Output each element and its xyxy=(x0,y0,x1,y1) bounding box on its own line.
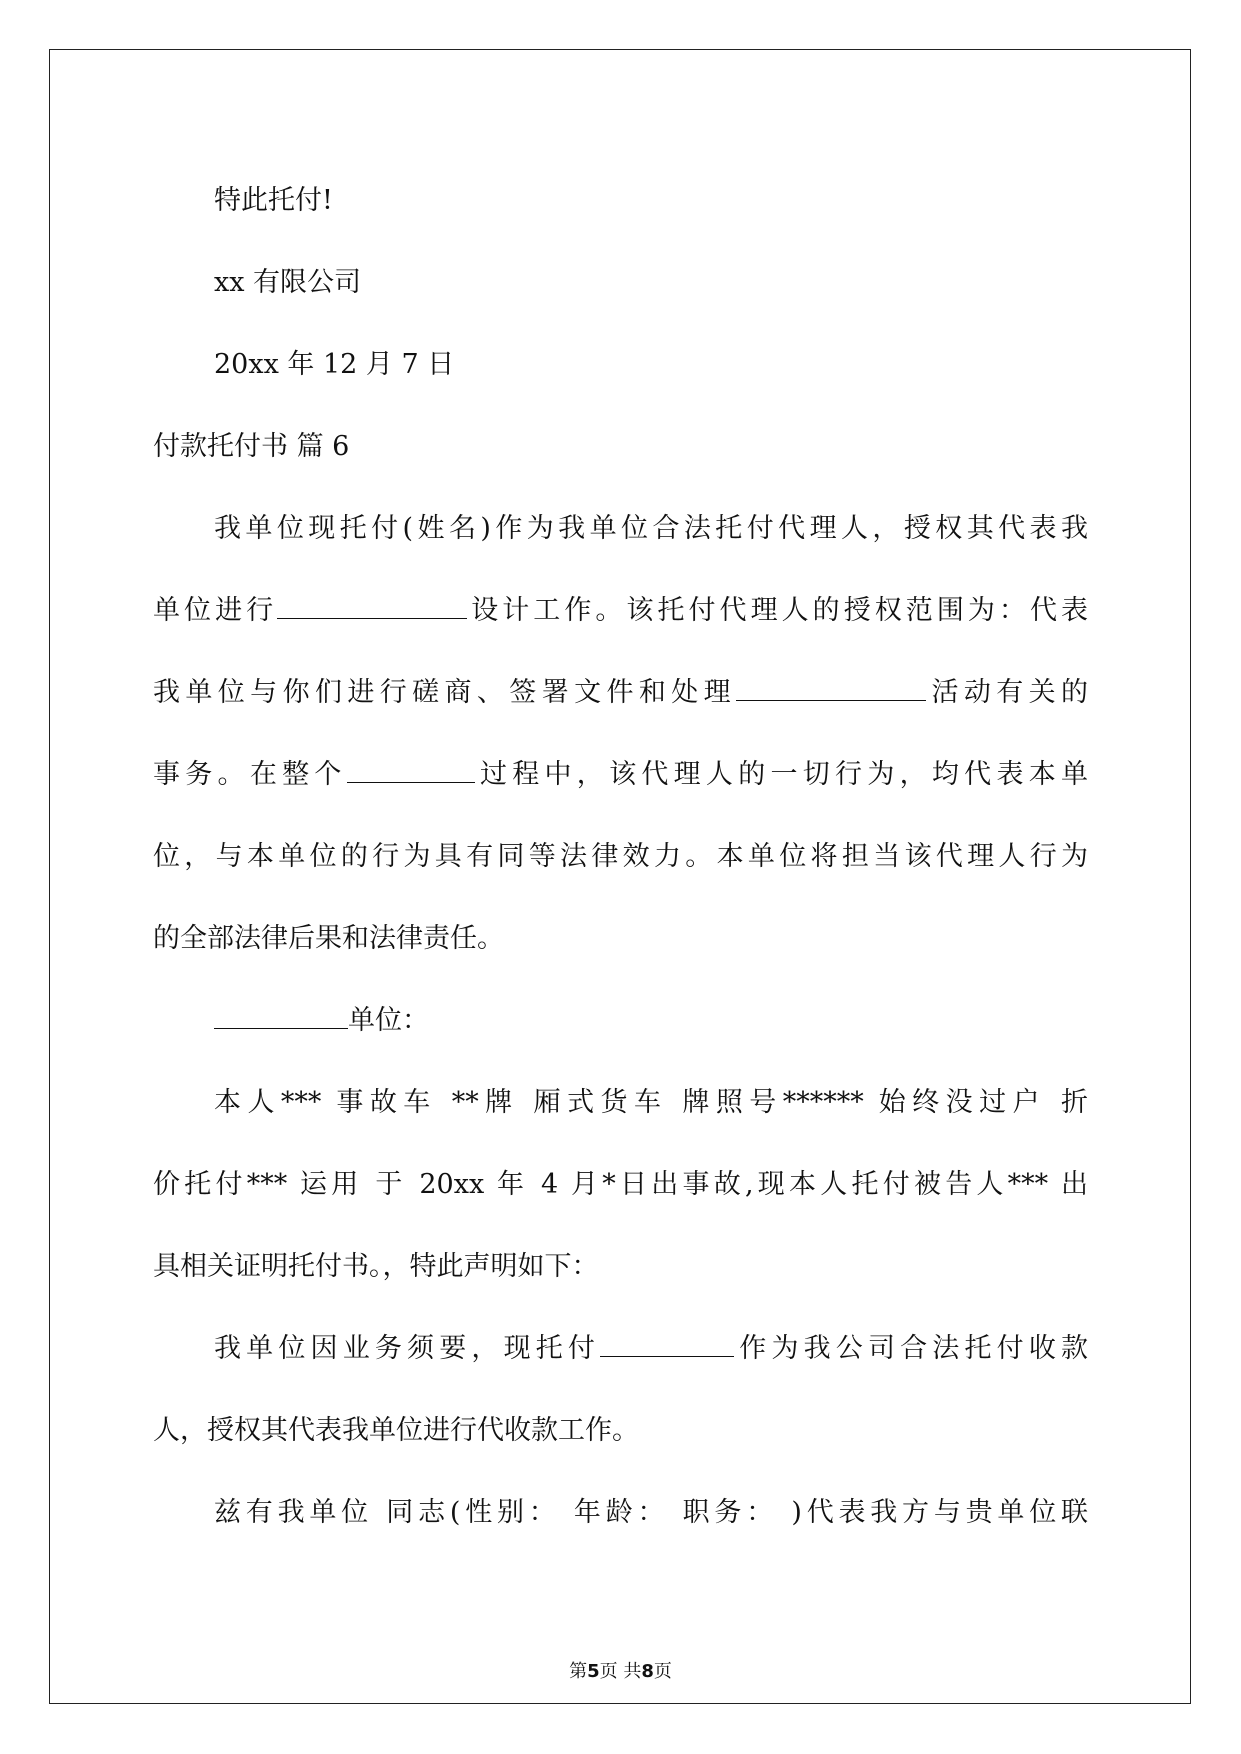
fill-in-blank xyxy=(600,1334,734,1357)
fill-in-blank xyxy=(736,678,926,701)
paragraph-line: 价托付*** 运用 于 20xx 年 4 月*日出事故,现本人托付被告人*** 出 xyxy=(153,1169,1088,1200)
paragraph-line: 的全部法律后果和法律责任。 xyxy=(153,923,504,954)
closing-line: 特此托付! xyxy=(214,185,333,216)
fill-in-blank xyxy=(347,760,475,783)
unit-signature-line: 单位： xyxy=(153,980,1088,1062)
current-page-number: 5 xyxy=(587,1661,600,1682)
paragraph-line: 我单位因业务须要，现托付 作为我公司合法托付收款 xyxy=(214,1333,1089,1364)
paragraph-line: 具相关证明托付书。，特此声明如下： xyxy=(153,1251,599,1282)
paragraph-line: 我单位与你们进行磋商、签署文件和处理 活动有关的 xyxy=(153,677,1089,708)
total-pages-number: 8 xyxy=(641,1661,654,1682)
paragraph-line: 人，授权其代表我单位进行代收款工作。 xyxy=(153,1415,639,1446)
section-heading: 付款托付书 篇 6 xyxy=(153,431,350,462)
paragraph-line: 位，与本单位的行为具有同等法律效力。本单位将担当该代理人行为 xyxy=(153,841,1088,872)
fill-in-blank xyxy=(277,596,467,619)
paragraph-line: 兹有我单位 同志(性别： 年龄： 职务： )代表我方与贵单位联 xyxy=(214,1497,1088,1528)
paragraph-line: 事务。在整个 过程中，该代理人的一切行为，均代表本单 xyxy=(153,759,1089,790)
paragraph-line: 我单位现托付(姓名)作为我单位合法托付代理人，授权其代表我 xyxy=(214,513,1088,544)
fill-in-blank xyxy=(214,1006,348,1029)
company-name: xx 有限公司 xyxy=(214,267,362,298)
paragraph-line: 本人*** 事故车 **牌 厢式货车 牌照号****** 始终没过户 折 xyxy=(214,1087,1088,1118)
page-footer: 第5页 共8页 xyxy=(569,1661,672,1682)
paragraph-line: 单位进行 设计工作。该托付代理人的授权范围为：代表 xyxy=(153,595,1089,626)
date-line: 20xx 年 12 月 7 日 xyxy=(214,349,455,380)
document-body xyxy=(153,160,1088,1554)
